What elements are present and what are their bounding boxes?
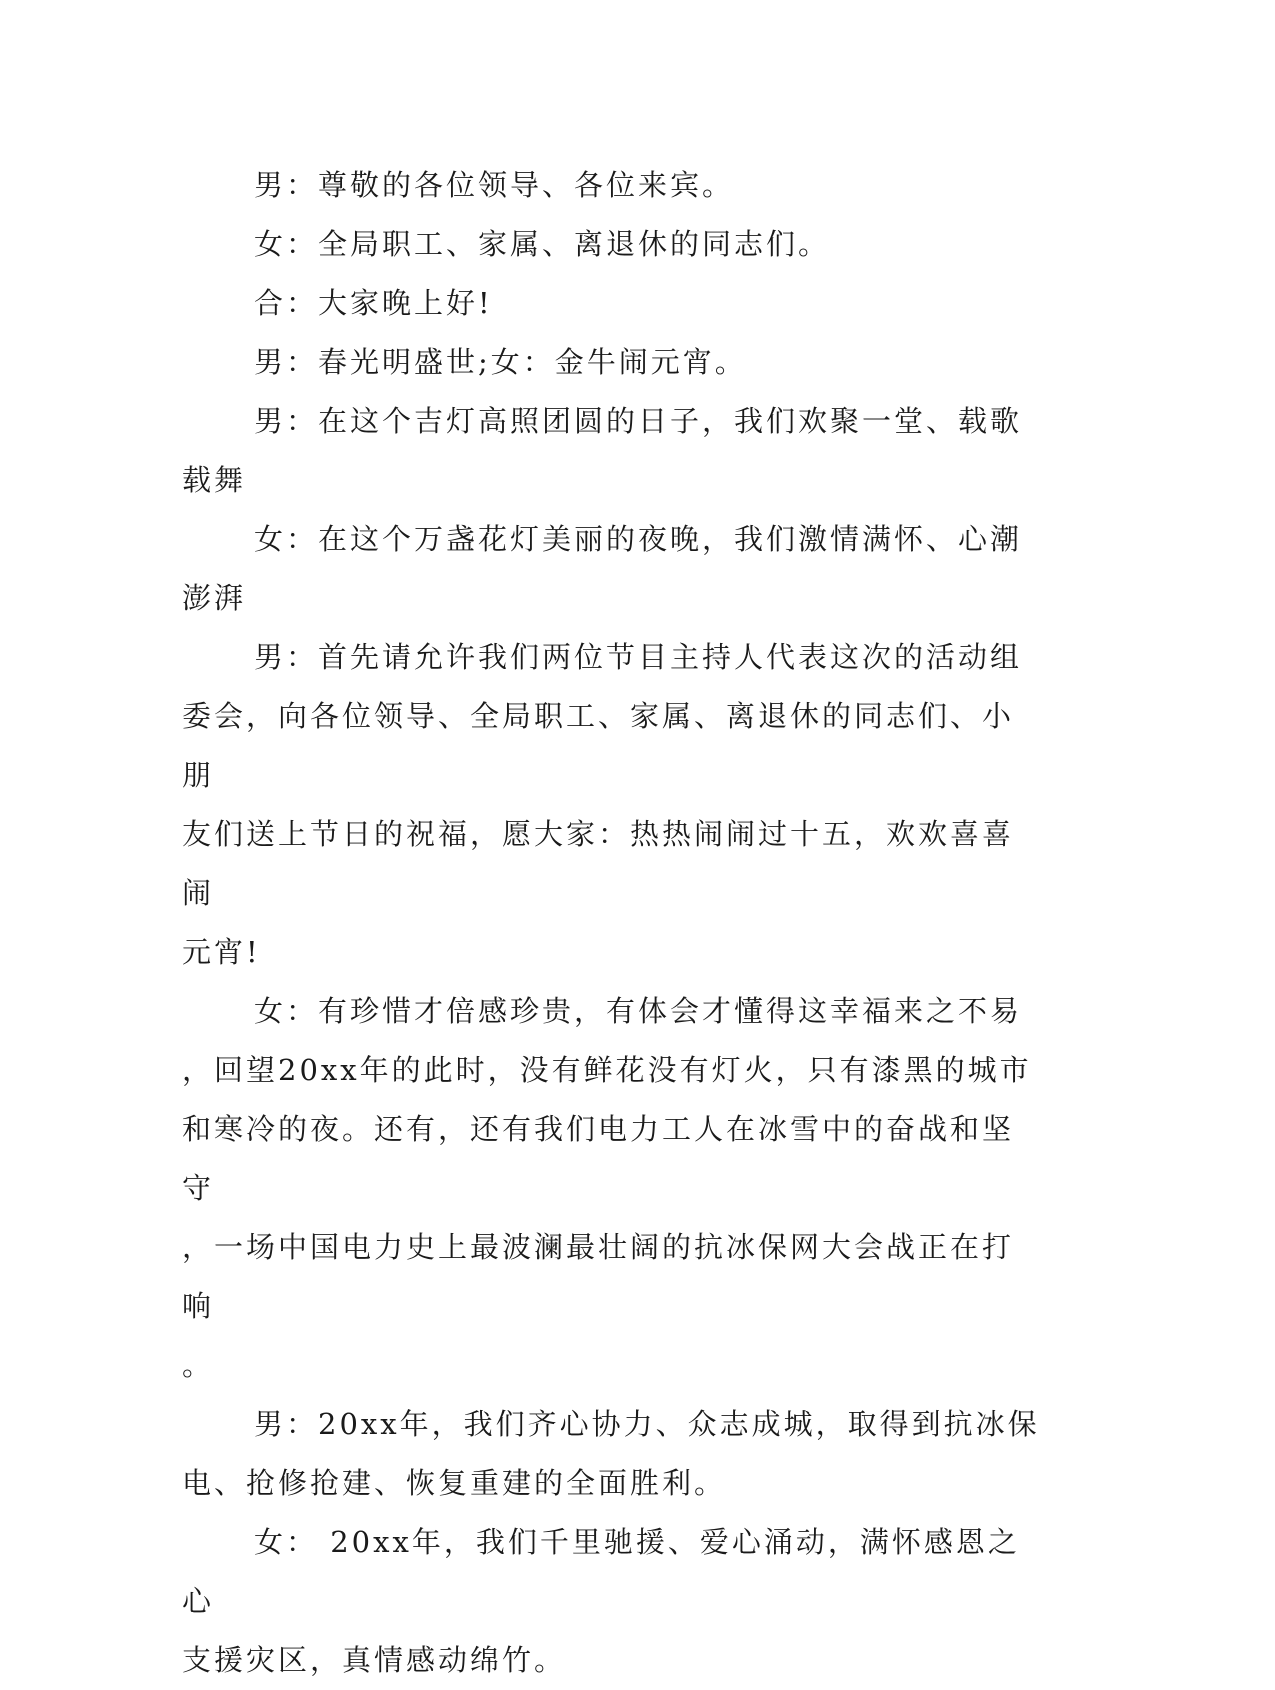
paragraph-male-blessing: 男：首先请允许我们两位节目主持人代表这次的活动组 委会，向各位领导、全局职工、家属、离退休的同志们、小朋 友们送上节日的祝福，愿大家：热热闹闹过十五，欢欢喜喜闹 元宵! (182, 640, 1023, 969)
paragraph-female-lantern-night: 女：在这个万盏花灯美丽的夜晚，我们激情满怀、心潮 澎湃 (182, 522, 1023, 615)
document-body (182, 156, 1042, 1690)
paragraph-greeting-together: 合：大家晚上好! (254, 286, 493, 320)
paragraph-female-support: 女： 20xx年，我们千里驰援、爱心涌动，满怀感恩之心 支援灾区，真情感动绵竹。 (182, 1525, 1020, 1677)
paragraph-greeting-male: 男：尊敬的各位领导、各位来宾。 (254, 168, 735, 202)
paragraph-male-lantern-day: 男：在这个吉灯高照团圆的日子，我们欢聚一堂、载歌 载舞 (182, 404, 1023, 497)
paragraph-couplet: 男：春光明盛世;女：金牛闹元宵。 (254, 345, 747, 379)
paragraph-female-lookback: 女：有珍惜才倍感珍贵，有体会才懂得这幸福来之不易 ，回望20xx年的此时，没有鲜花没有灯火，只有漆黑的城市 和寒冷的夜。还有，还有我们电力工人在冰雪中的奋战和坚守 ，一场中国电力史上最波澜最壮阔的抗冰保网大会战正在打响 。 (182, 994, 1032, 1382)
paragraph-greeting-female: 女：全局职工、家属、离退休的同志们。 (254, 227, 831, 261)
paragraph-male-victory: 男：20xx年，我们齐心协力、众志成城，取得到抗冰保 电、抢修抢建、恢复重建的全面胜利。 (182, 1407, 1040, 1500)
